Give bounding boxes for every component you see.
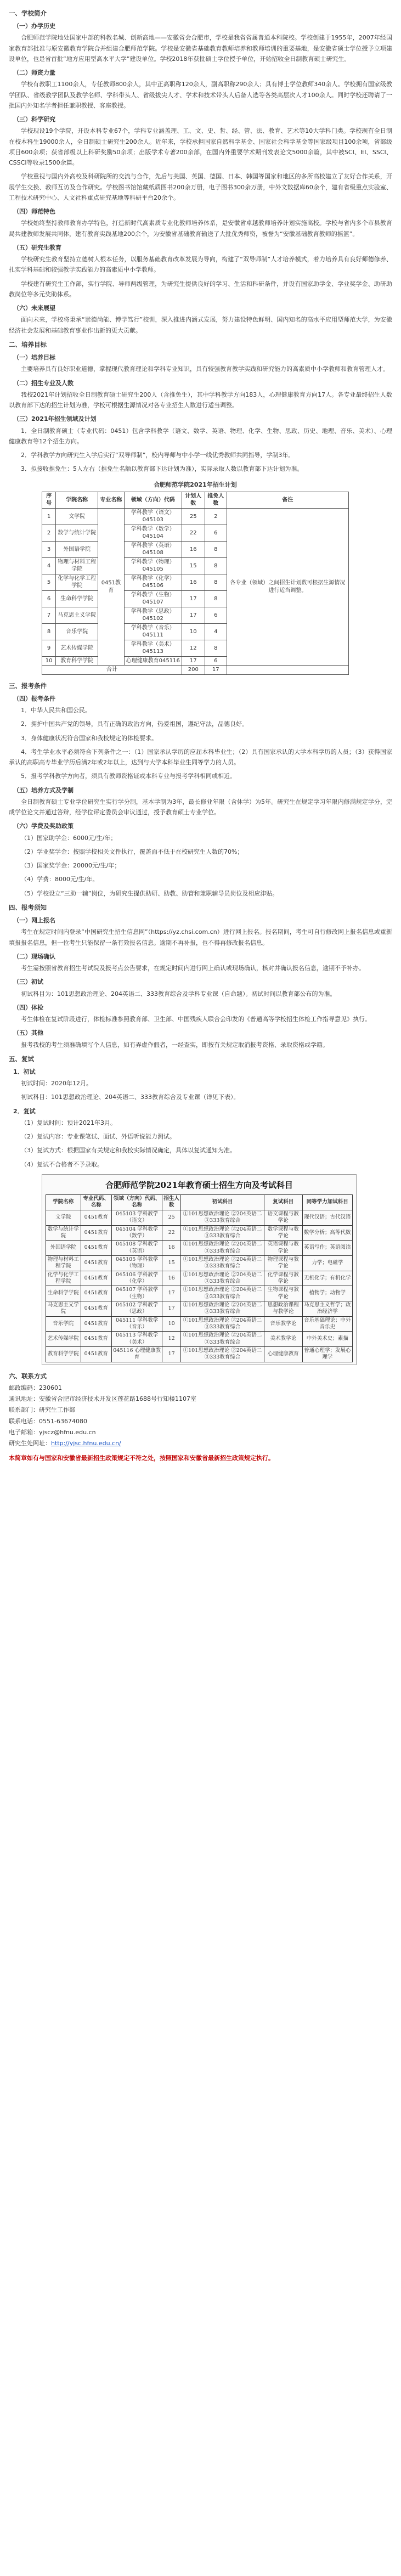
paragraph: 我校2021年计划招收全日制教育硕士研究生200人（含推免生），其中学科教学方向183人，心理健康教育方向17人。各专业最终招生人数以教育部下达的招生计划为准，学校可根据生源情况对各专业招生人数进行适当调整。 — [9, 391, 392, 409]
table-cell: 各专业（领域）之间招生计划数可根据生源情况进行适当调整。 — [227, 508, 348, 666]
table-cell: 学科教学（美术）045113 — [124, 640, 182, 656]
table-cell: 马克思主义学院 — [56, 607, 98, 623]
column-header: 领域（方向）代码 — [124, 492, 182, 508]
list-item: 初试时间：2020年12月。 — [21, 1080, 92, 1087]
table-cell: 学科教学（语文）045103 — [124, 508, 182, 525]
table-cell: 16 — [162, 1271, 181, 1286]
website-label: 研究生处网址： — [9, 1440, 51, 1447]
subsection-title: （二）师资力量 — [13, 69, 55, 77]
section-title-conditions: 三、报考条件 — [9, 681, 47, 690]
table-cell: 7 — [42, 607, 56, 623]
table-row — [46, 1271, 353, 1286]
table-cell: 5 — [42, 574, 56, 590]
table-cell: 15 — [182, 557, 205, 574]
table-cell: 英语写作；英语阅读 — [302, 1241, 352, 1256]
table-cell: 16 — [162, 1241, 181, 1256]
contact-website-line — [9, 1438, 392, 1448]
table-row — [46, 1241, 353, 1256]
subsection-title: 1．初试 — [13, 1068, 36, 1075]
paragraph: 1．全日制教育硕士（专业代码：0451）包含学科教学（语文、数学、英语、物理、化学、生物、思政、历史、地理、音乐、美术）、心理健康教育等12个招生方向。 — [9, 427, 392, 445]
table-cell: 12 — [162, 1332, 181, 1347]
table-cell: 现代汉语；古代汉语 — [302, 1210, 352, 1225]
contact-phone: 联系电话：0551-63674080 — [9, 1417, 87, 1425]
table-cell: 17 — [205, 666, 227, 675]
table-cell: 17 — [162, 1286, 181, 1301]
table-cell: ①101思想政治理论 ②204英语二 ③333教育综合 — [181, 1316, 264, 1332]
table-cell: 生命科学学院 — [56, 590, 98, 607]
table-cell: ①101思想政治理论 ②204英语二 ③333教育综合 — [181, 1255, 264, 1271]
table-cell: 045116 心理健康教育 — [112, 1347, 162, 1362]
list-item: （2）学业奖学金：按照学校相关文件执行，覆盖面不低于在校研究生人数的70%； — [21, 848, 244, 855]
table-cell: ①101思想政治理论 ②204英语二 ③333教育综合 — [181, 1301, 264, 1316]
policy-footer-note: 本简章如有与国家和安徽省最新招生政策规定不符之处，按照国家和安徽省最新招生政策规定执行。 — [9, 1455, 274, 1462]
paragraph: 主要培养具有良好职业道德，掌握现代教育理论和学科专业知识，具有较强教育教学实践和研究能力的高素质中小学教师和教育管理人才。 — [21, 365, 389, 373]
list-item: （4）复试不合格者不予录取。 — [21, 1160, 103, 1168]
subsection-title: （五）培养方式及学制 — [13, 786, 74, 794]
paragraph: 学校重视与国内外高校及科研院所的交流与合作，先后与美国、英国、德国、日本、韩国等国家和地区的多所高校建立了友好合作关系，开展学生交换、教师互访及合作研究。学校图书馆馆藏纸质图书200余万册，电子图书300余万册，中外文数据库60余个，建有省级重点实验室、工程技术研究中心、人文社科重点研究基地等科研平台20余个。 — [9, 173, 392, 201]
list-item: （3）国家奖学金：20000元/生/年； — [21, 862, 121, 870]
column-header: 推免人数 — [205, 492, 227, 508]
exam-subjects-table-image — [42, 1174, 357, 1365]
section-title-exam: 五、复试 — [9, 1055, 34, 1063]
table-cell: 8 — [205, 541, 227, 557]
table-cell: 文学院 — [56, 508, 98, 525]
table-cell: 物理与材料工程学院 — [56, 557, 98, 574]
table-cell: 12 — [182, 640, 205, 656]
table-cell: 0451教育 — [81, 1210, 111, 1225]
table-cell: 0451教育 — [98, 508, 124, 666]
paragraph: 3．拟接收推免生：5人左右（推免生名额以教育部下达计划为准），实际录取人数以教育部下达计划为准。 — [21, 465, 303, 473]
table-cell: 0451教育 — [81, 1241, 111, 1256]
table-cell: 文学院 — [46, 1210, 81, 1225]
table-cell: ①101思想政治理论 ②204英语二 ③333教育综合 — [181, 1210, 264, 1225]
list-item: （1）国家助学金：6000元/生/年； — [21, 834, 117, 842]
subsection-title: （五）其他 — [13, 1029, 43, 1037]
table-cell: 1 — [42, 508, 56, 525]
list-item: （2）复试内容：专业课笔试、面试、外语听说能力测试。 — [21, 1133, 176, 1141]
table-cell: 艺术传媒学院 — [46, 1332, 81, 1347]
table-cell: 15 — [162, 1255, 181, 1271]
table-cell: 语文课程与教学论 — [264, 1210, 302, 1225]
paragraph: 2．学科教学方向研究生入学后实行“双导师制”，校内导师与中小学一线优秀教师共同指导，学制3年。 — [21, 452, 295, 459]
table-cell: 中外美术史；素描 — [302, 1332, 352, 1347]
table-cell: 4 — [205, 623, 227, 640]
paragraph: 学校始终坚持教师教育办学特色，打造新时代高素质专业化教师培养体系，是安徽省卓越教师培养计划实施高校。学校与省内多个市县教育局共建教师发展共同体，建有教育实践基地200余个，为安徽省基础教育输送了大批优秀师资，被誉为“安徽基础教育教师的摇篮”。 — [9, 219, 392, 238]
table-cell: 0451教育 — [81, 1301, 111, 1316]
table-cell: 艺术传媒学院 — [56, 640, 98, 656]
column-header: 备注 — [227, 492, 348, 508]
list-item: （4）学费：8000元/生/年。 — [21, 876, 99, 883]
table-cell: 物理与材料工程学院 — [46, 1255, 81, 1271]
column-header: 计划人数 — [182, 492, 205, 508]
subsection-title: （一）培养目标 — [13, 354, 55, 361]
table-cell: 化学课程与教学论 — [264, 1271, 302, 1286]
subsection-title: 2．复试 — [13, 1107, 36, 1115]
table-cell: 9 — [42, 640, 56, 656]
table-cell: 0451教育 — [81, 1225, 111, 1241]
table-cell: 8 — [205, 557, 227, 574]
table-cell: 英语课程与教学论 — [264, 1241, 302, 1256]
table-cell: 045108 学科教学（英语） — [112, 1241, 162, 1256]
table-cell: 马克思主义学院 — [46, 1301, 81, 1316]
paragraph: 考生需按照省教育招生考试院及报考点公告要求，在规定时间内进行网上确认或现场确认，核对并确认报名信息，逾期不予补办。 — [21, 965, 365, 972]
subsection-title: （六）未来展望 — [13, 305, 55, 312]
table-cell: ①101思想政治理论 ②204英语二 ③333教育综合 — [181, 1241, 264, 1256]
table-row — [46, 1255, 353, 1271]
table-cell: 22 — [162, 1225, 181, 1241]
table-cell: 外国语学院 — [46, 1241, 81, 1256]
table-cell: 6 — [42, 590, 56, 607]
table-cell: 学科教学（化学）045106 — [124, 574, 182, 590]
column-header: 初试科目 — [181, 1195, 264, 1210]
subsection-title: （二）现场确认 — [13, 952, 55, 960]
table-row — [46, 1286, 353, 1301]
table-cell: 0451教育 — [81, 1255, 111, 1271]
table-cell: 045103 学科教学（语文） — [112, 1210, 162, 1225]
table-cell: 学科教学（生物）045107 — [124, 590, 182, 607]
subsection-title: （三）科学研究 — [13, 116, 55, 123]
table-cell: 17 — [182, 656, 205, 666]
table-cell: 数学与统计学院 — [46, 1225, 81, 1241]
table-header-row — [42, 492, 349, 508]
table-cell: 思想政治课程与教学论 — [264, 1301, 302, 1316]
table-cell: 化学与化学工程学院 — [56, 574, 98, 590]
table-cell: 6 — [205, 656, 227, 666]
table-cell: 22 — [182, 525, 205, 541]
table-cell: 音乐学院 — [56, 623, 98, 640]
list-item: （5）学校设立“三助一辅”岗位，为研究生提供助研、助教、助管和兼职辅导员岗位及相应津贴。 — [21, 889, 279, 897]
paragraph: 学校建有研究生工作部，实行学院、导师两级管理，为研究生提供良好的学习、生活和科研条件，并设有国家助学金、学业奖学金、助研助教岗位等多元奖助体系。 — [9, 280, 392, 298]
table-cell: 0451教育 — [81, 1271, 111, 1286]
contact-address: 通讯地址：安徽省合肥市经济技术开发区莲花路1688号行知楼1107室 — [9, 1395, 196, 1403]
table-row — [46, 1210, 353, 1225]
table-cell: 音乐教学论 — [264, 1316, 302, 1332]
table-cell: 200 — [182, 666, 205, 675]
table-cell: 8 — [205, 590, 227, 607]
table-body — [46, 1210, 353, 1362]
section-title-notice: 四、报考须知 — [9, 903, 47, 911]
table-cell — [227, 666, 348, 675]
contact-department: 联系部门：研究生工作部 — [9, 1406, 75, 1414]
table-cell: 生物课程与教学论 — [264, 1286, 302, 1301]
table-cell: 数学课程与教学论 — [264, 1225, 302, 1241]
list-item: 5．报考学科教学方向者，须具有教师资格证或本科专业与报考学科相同或相近。 — [21, 773, 236, 780]
column-header: 领域（方向）代码、名称 — [112, 1195, 162, 1210]
table-cell: 学科教学（数学）045104 — [124, 525, 182, 541]
column-header: 招生人数 — [162, 1195, 181, 1210]
table-cell: 音乐学院 — [46, 1316, 81, 1332]
table-cell: 8 — [42, 623, 56, 640]
table-row — [42, 508, 349, 525]
paragraph: 全日制教育硕士专业学位研究生实行学分制，基本学制为3年，最长修业年限（含休学）为5年。研究生在规定学习年限内修满规定学分，完成学位论文并通过答辩，经学位评定委员会审议通过，授予教育硕士专业学位。 — [9, 798, 392, 816]
website-link[interactable]: http://yjsc.hfnu.edu.cn/ — [51, 1440, 121, 1447]
table-row — [46, 1332, 353, 1347]
subsection-title: （一）网上报名 — [13, 917, 55, 924]
table-cell: 25 — [182, 508, 205, 525]
table-caption: 合肥师范学院2021年招生计划 — [154, 481, 237, 488]
table-cell: 植物学；动物学 — [302, 1286, 352, 1301]
table-cell: 学科教学（英语）045108 — [124, 541, 182, 557]
table-cell: 8 — [205, 574, 227, 590]
table-cell: ①101思想政治理论 ②204英语二 ③333教育综合 — [181, 1271, 264, 1286]
table-cell: 16 — [182, 541, 205, 557]
contact-email: 电子邮箱：yjscz@hfnu.edu.cn — [9, 1428, 96, 1436]
paragraph: 初试科目为：101思想政治理论、204英语二、333教育综合及学科专业课（自命题）。初试时间以教育部公布的为准。 — [21, 990, 336, 997]
table-cell: 0451教育 — [81, 1286, 111, 1301]
column-header: 序号 — [42, 492, 56, 508]
section-title-contact: 六、联系方式 — [9, 1372, 47, 1380]
table-cell: 045113 学科教学（美术） — [112, 1332, 162, 1347]
exam-table-title: 合肥师范学院2021年教育硕士招生方向及考试科目 — [105, 1180, 293, 1190]
paragraph: 面向未来，学校将秉承“崇德尚能、博学笃行”校训，深入推进内涵式发展，努力建设特色鲜明、国内知名的高水平应用型师范大学，为安徽经济社会发展和基础教育事业作出新的更大贡献。 — [9, 316, 392, 334]
table-cell: 2 — [205, 508, 227, 525]
table-cell: 6 — [205, 607, 227, 623]
column-header: 专业名称 — [98, 492, 124, 508]
list-item: 2．拥护中国共产党的领导，具有正确的政治方向，热爱祖国，遵纪守法，品德良好。 — [21, 720, 248, 728]
table-cell: ①101思想政治理论 ②204英语二 ③333教育综合 — [181, 1347, 264, 1362]
table-cell: ①101思想政治理论 ②204英语二 ③333教育综合 — [181, 1225, 264, 1241]
table-row — [46, 1316, 353, 1332]
table-cell: 045102 学科教学（思政） — [112, 1301, 162, 1316]
table-row — [46, 1225, 353, 1241]
table-cell: 045107 学科教学（生物） — [112, 1286, 162, 1301]
table-cell: 0451教育 — [81, 1332, 111, 1347]
list-item: 3．身体健康状况符合国家和我校规定的体检要求。 — [21, 734, 157, 742]
list-item: 初试科目：101思想政治理论、204英语二、333教育综合及专业课（详见下表）。 — [21, 1093, 240, 1101]
list-item: 1．中华人民共和国公民。 — [21, 707, 91, 714]
table-cell: 力学；电磁学 — [302, 1255, 352, 1271]
paragraph: 报考我校的考生须准确填写个人信息，如有弄虚作假者，一经查实，即按有关规定取消报考资格、录取资格或学籍。 — [21, 1041, 329, 1049]
table-cell: 化学与化学工程学院 — [46, 1271, 81, 1286]
table-cell: 17 — [182, 607, 205, 623]
table-cell: 外国语学院 — [56, 541, 98, 557]
table-cell: 2 — [42, 525, 56, 541]
paragraph: 考生在规定时间内登录“中国研究生招生信息网”（https://yz.chsi.com.cn）进行网上报名。报名期间，考生可自行修改网上报名信息或重新填报报名信息，但一位考生只能保留一条有效报名信息。逾期不再补报，也不得再修改报名信息。 — [9, 928, 392, 946]
table-header-row — [46, 1195, 353, 1210]
subsection-title: （五）研究生教育 — [13, 244, 61, 251]
paragraph: 学校有教职工1100余人，专任教师800余人，其中正高职称120余人，副高职称290余人；具有博士学位教师340余人。学校拥有国家级教学团队、省级教学团队及教学名师、学科带头人、省级拔尖人才、学术和技术带头人后备人选等各类高层次人才100余人。同时学校还聘请了一批国内外知名学者担任兼职教授、客座教授。 — [9, 81, 392, 109]
table-cell: 数学分析；高等代数 — [302, 1225, 352, 1241]
table-cell: 0451教育 — [81, 1316, 111, 1332]
table-row — [46, 1301, 353, 1316]
table-cell: 心理健康教育045116 — [124, 656, 182, 666]
subsection-title: （三）初试 — [13, 978, 43, 986]
table-cell: 3 — [42, 541, 56, 557]
list-item: （1）复试时间：预计2021年3月。 — [21, 1119, 116, 1126]
subsection-title: （四）师范特色 — [13, 208, 55, 216]
table-cell: 美术教学论 — [264, 1332, 302, 1347]
subsection-title: （四）报考条件 — [13, 695, 55, 702]
table-cell: ①101思想政治理论 ②204英语二 ③333教育综合 — [181, 1286, 264, 1301]
table-cell: 普通心理学；发展心理学 — [302, 1347, 352, 1362]
column-header: 同等学力加试科目 — [302, 1195, 352, 1210]
table-cell: 10 — [42, 656, 56, 666]
enrollment-plan-table — [42, 478, 349, 675]
table-cell: 生命科学学院 — [46, 1286, 81, 1301]
section-title-intro: 一、学校简介 — [9, 9, 47, 17]
subsection-title: （一）办学历史 — [13, 22, 55, 30]
section-title-goal: 二、培养目标 — [9, 340, 47, 348]
table-total-row — [42, 666, 349, 675]
table-cell: 045111 学科教学（音乐） — [112, 1316, 162, 1332]
table-cell: 学科教学（思政）045102 — [124, 607, 182, 623]
table-cell: 合计 — [42, 666, 182, 675]
table-cell: 25 — [162, 1210, 181, 1225]
table-cell: 6 — [205, 525, 227, 541]
table-cell: 物理课程与教学论 — [264, 1255, 302, 1271]
table-cell: 045105 学科教学（物理） — [112, 1255, 162, 1271]
table-cell: 教育科学学院 — [46, 1347, 81, 1362]
table-cell: 16 — [182, 574, 205, 590]
table-cell: 0451教育 — [81, 1347, 111, 1362]
table-cell: 4 — [42, 557, 56, 574]
column-header: 专业代码、名称 — [81, 1195, 111, 1210]
table-cell: 数学与统计学院 — [56, 525, 98, 541]
contact-postcode: 邮政编码：230601 — [9, 1384, 62, 1391]
column-header: 学院名称 — [56, 492, 98, 508]
paragraph: 学校现设19个学院，开设本科专业67个，学科专业涵盖理、工、文、史、哲、经、管、法、教育、艺术等10大学科门类。学校现有全日制在校本科生19000余人，全日制硕士研究生200余人。近年来，学校承担国家自然科学基金、国家社会科学基金等国家级项目100余项，省部级项目600余项；获省部级以上科研奖励50余项；出版学术专著200余部，在国内外重要学术期刊发表论文5000余篇，其中被SCI、EI、SSCI、CSSCI等收录1500余篇。 — [9, 127, 392, 167]
table-cell: 10 — [182, 623, 205, 640]
subsection-title: （三）2021年招生领域及计划 — [13, 415, 97, 423]
paragraph: 学校研究生教育坚持立德树人根本任务，以服务基础教育改革发展为导向，构建了“双导师制”人才培养模式，着力培养具有良好师德修养、扎实学科基础和较强教学实践能力的高素质中小学教师。 — [9, 256, 392, 274]
table-row — [46, 1347, 353, 1362]
paragraph: 考生体检在复试阶段进行，体检标准参照教育部、卫生部、中国残疾人联合会印发的《普通高等学校招生体检工作指导意见》执行。 — [21, 1016, 371, 1023]
table-cell: 教育科学学院 — [56, 656, 98, 666]
table-cell: 17 — [182, 590, 205, 607]
table-cell: 045106 学科教学（化学） — [112, 1271, 162, 1286]
subsection-title: （二）招生专业及人数 — [13, 379, 74, 387]
table-cell: 学科教学（音乐）045111 — [124, 623, 182, 640]
table-cell: 17 — [162, 1301, 181, 1316]
table-cell: 马克思主义哲学；政治经济学 — [302, 1301, 352, 1316]
column-header: 学院名称 — [46, 1195, 81, 1210]
table-cell: 无机化学；有机化学 — [302, 1271, 352, 1286]
table-cell: 8 — [205, 640, 227, 656]
table-body — [42, 508, 349, 674]
column-header: 复试科目 — [264, 1195, 302, 1210]
subsection-title: （六）学费及奖助政策 — [13, 822, 74, 830]
exam-subjects-table — [46, 1194, 353, 1362]
table-cell: 心理健康教育 — [264, 1347, 302, 1362]
table-cell: 17 — [162, 1347, 181, 1362]
table-cell: 音乐基础理论；中外音乐史 — [302, 1316, 352, 1332]
table-cell: 045104 学科教学（数学） — [112, 1225, 162, 1241]
paragraph: 合肥师范学院地处国家中部的科教名城、创新高地——安徽省会合肥市，学校是我省省属普通本科院校。学校创建于1955年，2007年经国家教育部批准与原安徽教育学院合并组建合肥师范学院。学校是安徽省基础教育教师培养和教师培训的重要基地，是安徽省硕士学位授予立项建设单位，也是省首批“地方应用型高水平大学”建设单位。学校2018年获批硕士学位授予单位，开始招收全日制教育硕士研究生。 — [9, 34, 392, 63]
table-cell: 学科教学（物理）045105 — [124, 557, 182, 574]
subsection-title: （四）体检 — [13, 1004, 43, 1011]
table-cell: 10 — [162, 1316, 181, 1332]
list-item: （3）复试方式：根据国家有关规定和我校实际情况确定，具体以复试通知为准。 — [21, 1147, 236, 1154]
table-cell: ①101思想政治理论 ②204英语二 ③333教育综合 — [181, 1332, 264, 1347]
list-item: 4．考生学业水平必须符合下列条件之一：（1）国家承认学历的应届本科毕业生；（2）具有国家承认的大学本科学历的人员；（3）获得国家承认的高职高专毕业学历后满2年或2年以上，达到与大学本科毕业生同等学力的人员。 — [9, 748, 392, 766]
